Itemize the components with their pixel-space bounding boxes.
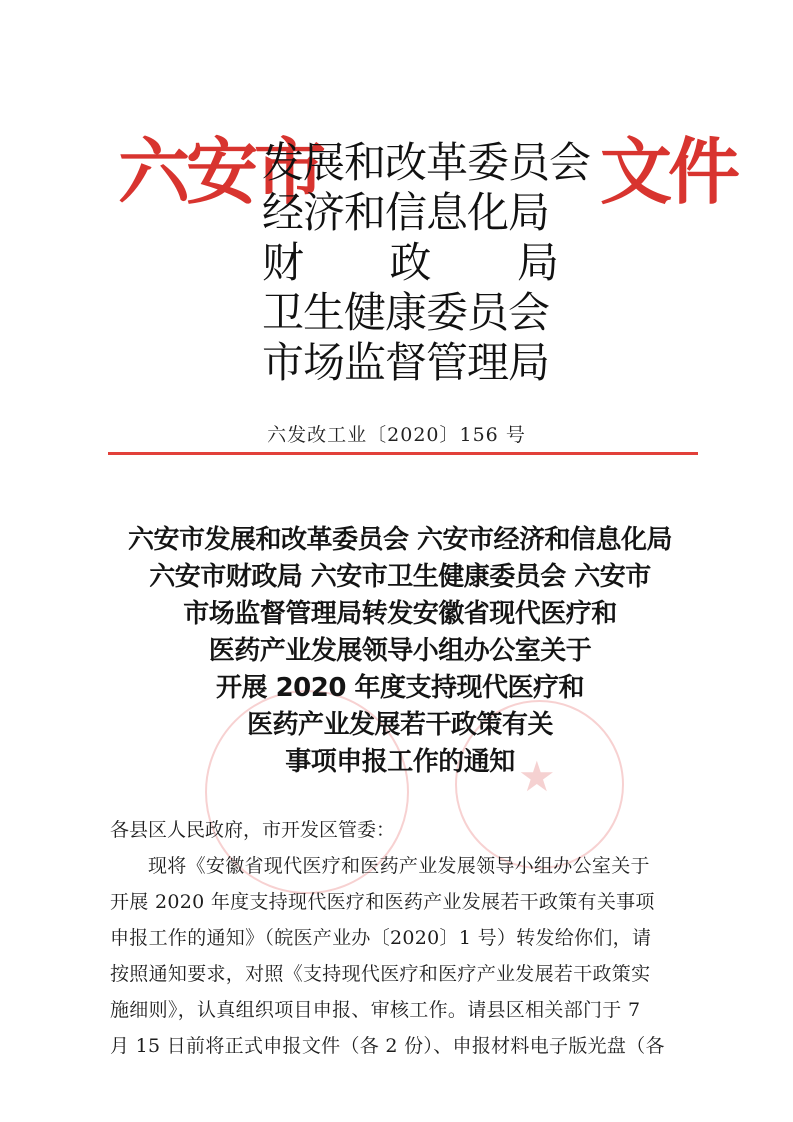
title-line-1: 六安市发展和改革委员会 六安市经济和信息化局 (127, 525, 673, 555)
header-agency-list (262, 138, 591, 388)
header-agency-3-char-1: 财 (262, 238, 304, 287)
body-line-3: 申报工作的通知》（皖医产业办〔2020〕1 号）转发给你们，请 (110, 927, 652, 949)
header-agency-2: 经济和信息化局 (262, 188, 550, 237)
notice-body (110, 812, 710, 1064)
header-red-rule (108, 452, 698, 455)
header-document-word: 文件 (600, 130, 737, 214)
title-line-5: 开展 2020 年度支持现代医疗和 (216, 673, 584, 703)
body-line-1: 现将《安徽省现代医疗和医药产业发展领导小组办公室关于 (148, 855, 650, 877)
body-line-6: 月 15 日前将正式申报文件（各 2 份）、申报材料电子版光盘（各 (110, 1035, 665, 1057)
header-agency-3-char-2: 政 (389, 238, 431, 287)
header-agency-5: 市场监督管理局 (262, 338, 550, 387)
header-agency-1: 发展和改革委员会 (262, 138, 591, 187)
body-line-5: 施细则》，认真组织项目申报、审核工作。请县区相关部门于 7 (110, 999, 641, 1021)
header-agency-4: 卫生健康委员会 (262, 288, 550, 337)
header-agency-3 (262, 238, 558, 288)
title-line-6: 医药产业发展若干政策有关 (246, 710, 553, 740)
body-line-2: 开展 2020 年度支持现代医疗和医药产业发展若干政策有关事项 (110, 891, 655, 913)
title-line-7: 事项申报工作的通知 (285, 747, 515, 777)
title-line-4: 医药产业发展领导小组办公室关于 (208, 636, 592, 666)
salutation: 各县区人民政府，市开发区管委： (110, 819, 396, 841)
header-city-name: 六安市 (118, 130, 323, 214)
notice-title (100, 522, 700, 781)
document-number: 六发改工业〔2020〕156 号 (267, 424, 526, 446)
title-line-3: 市场监督管理局转发安徽省现代医疗和 (183, 599, 617, 629)
title-line-2: 六安市财政局 六安市卫生健康委员会 六安市 (149, 562, 651, 592)
body-line-4: 按照通知要求，对照《支持现代医疗和医疗产业发展若干政策实 (110, 963, 651, 985)
seal-star-icon: ★ (518, 752, 556, 801)
header-agency-3-char-3: 局 (516, 238, 558, 287)
